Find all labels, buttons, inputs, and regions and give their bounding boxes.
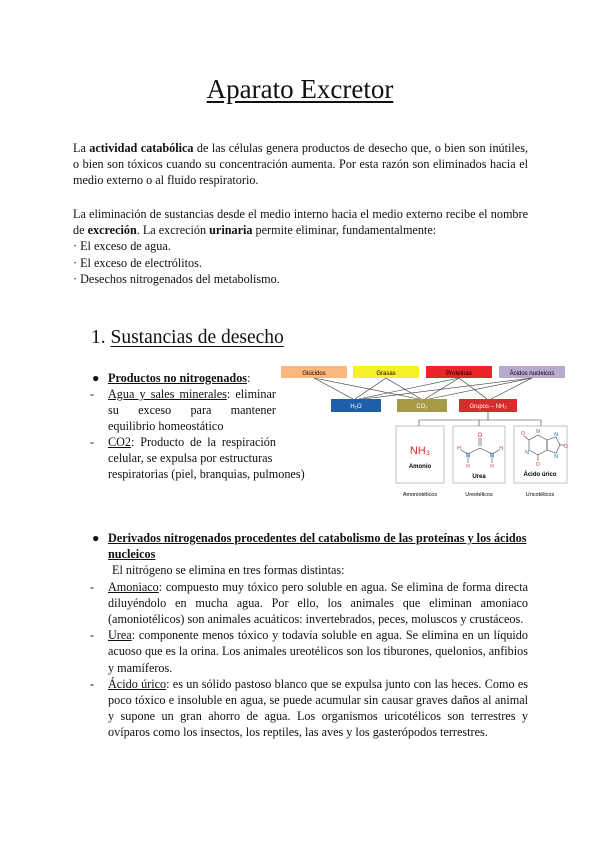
intro-line: El nitrógeno se elimina en tres formas distintas:: [112, 563, 345, 578]
atom-label: O: [536, 462, 540, 468]
nitrogen-excretion-diagram: [279, 362, 569, 502]
atom-label: N: [525, 450, 529, 456]
list-item: · Desechos nitrogenados del metabolismo.: [73, 271, 280, 286]
list-item: [90, 434, 276, 466]
dash-icon: -: [90, 676, 95, 691]
item-text: [90, 579, 528, 628]
item-text: [90, 627, 528, 676]
label-uricotelicos: Uricotélicos: [525, 492, 555, 498]
text-run: : componente menos tóxico y todavía soluble en agua. Se elimina en un líquido acuoso que es la orina. Los animales ureotélicos son los tiburones, quelonios, anfibios y mamíferos.: [108, 628, 528, 675]
bullet-icon: ●: [92, 371, 100, 385]
dash-icon: -: [90, 435, 95, 449]
dash-icon: -: [90, 628, 95, 643]
text-run: . La excreción: [136, 223, 210, 238]
dash-icon: -: [90, 579, 95, 594]
atom-label: O: [477, 433, 483, 439]
label-glucidos: Glúcidos: [302, 371, 326, 377]
term-label: CO2: [108, 435, 132, 449]
label-nh2: Grupos – NH₂: [469, 404, 507, 410]
text-run: La: [73, 141, 90, 155]
term-label: Urea: [108, 628, 132, 643]
page-title: Aparato Excretor: [206, 74, 394, 104]
item-text: [90, 434, 276, 466]
bold-term: actividad catabólica: [89, 141, 194, 155]
bold-term: urinaria: [209, 223, 253, 238]
section-number: 1.: [91, 327, 106, 348]
list-item: [90, 370, 276, 386]
list-item: [90, 530, 528, 562]
subsection-title: Productos no nitrogenados: [108, 371, 248, 385]
text-run: : es un sólido pastoso blanco que se expulsa junto con las heces. Como es poco tóxico e insoluble en agua, se puede acumular sin causar graves daños al animal y supone un gran ahorro de agua. Los organismos uricotélicos son terrestres y ovíparos como los insectos, los reptiles, las aves y los gasterópodos terrestres.: [108, 676, 528, 740]
text-run: La eliminación de sustancias desde el medio interno hacia el medio externo recibe el nombre de: [73, 207, 528, 238]
text-run: permite eliminar, fundamentalmente:: [252, 223, 437, 238]
atom-label: N: [536, 429, 540, 435]
label-amoniotelicos: Amoniotélicos: [402, 492, 438, 498]
item-text: [90, 676, 528, 741]
label-proteinas: Proteínas: [446, 371, 472, 377]
atom-label: O: [564, 444, 568, 450]
text-run: : compuesto muy tóxico pero soluble en agua. Se elimina de forma directa diluyéndolo en mucha agua. Por ello, los animales que eliminan amoniaco (amoniotélicos) son animales acuáticos: invertebrados, peces, moluscos y crustáceos.: [108, 579, 528, 627]
label-co2: CO₂: [416, 404, 428, 410]
arrow-lines: [314, 378, 532, 399]
label-acido-urico: Ácido úrico: [523, 472, 557, 478]
list-item: [90, 676, 528, 741]
label-urea: Urea: [472, 474, 486, 480]
formula-nh3: NH₃: [409, 445, 431, 457]
term-label: Agua y sales minerales: [108, 387, 227, 401]
dash-icon: -: [90, 387, 95, 401]
atom-label: N: [465, 453, 471, 459]
bold-term: excreción: [87, 223, 137, 238]
item-text-tail: respiratorias (piel, branquias, pulmones): [108, 467, 305, 481]
term-label: Amoniaco: [108, 579, 159, 594]
non-nitrogenous-block: [90, 370, 305, 482]
section-title: Sustancias de desecho: [110, 327, 284, 348]
list-item: [90, 386, 276, 434]
atom-label: N: [489, 453, 495, 459]
section-heading: [91, 327, 284, 349]
label-acidos: Ácidos nucleicos: [509, 371, 555, 377]
list-item: · El exceso de agua.: [73, 239, 171, 254]
term-label: Ácido úrico: [108, 676, 167, 691]
list-item: [90, 579, 528, 628]
molecule-connectors: [419, 412, 541, 426]
text-run: de las células genera productos de desecho que, o bien son inútiles, o bien son tóxicos cuando su concentración aumenta. Por esta razón son eliminados hacia el medio externo o al fluido respiratorio.: [73, 141, 528, 188]
item-text: [90, 386, 276, 434]
intro-paragraph-2: [73, 206, 528, 287]
text-run: : eliminar su exceso para mantener equilibrio homeostático: [108, 387, 276, 433]
atom-label: N: [554, 432, 558, 438]
bullet-icon: ●: [92, 531, 100, 545]
list-item: [90, 627, 528, 676]
atom-label: H: [466, 464, 470, 470]
label-ureotelicos: Ureotélicos: [465, 492, 493, 498]
intro-paragraph-1: [73, 140, 528, 189]
list-item: · El exceso de electrólitos.: [73, 255, 202, 270]
text-run: :: [247, 371, 251, 385]
label-h2o: H₂O: [350, 404, 362, 410]
atom-label: H: [457, 446, 461, 452]
atom-label: H: [499, 446, 503, 452]
label-grasas: Grasas: [376, 371, 396, 377]
atom-label: N: [554, 454, 558, 460]
atom-label: H: [490, 464, 494, 470]
nitrogenous-block: [90, 530, 528, 741]
subsection-title: Derivados nitrogenados procedentes del catabolismo de las proteínas y los ácidos nucleicos: [108, 531, 527, 562]
atom-label: O: [521, 431, 525, 437]
text-run: : Producto de la respiración celular, se expulsa por estructuras: [108, 435, 276, 465]
label-amonio: Amonio: [408, 464, 432, 470]
